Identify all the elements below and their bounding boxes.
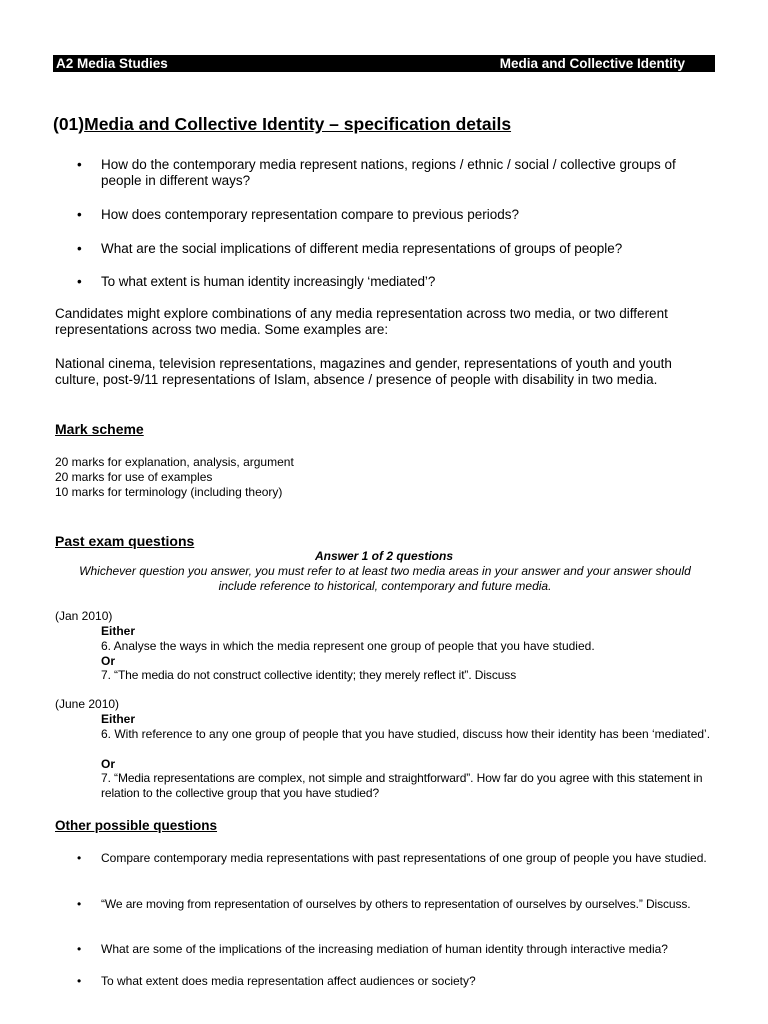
past-exam-heading: Past exam questions xyxy=(55,533,195,549)
bullet-icon: • xyxy=(77,851,82,865)
title-main: Media and Collective Identity – specification details xyxy=(84,114,512,134)
bullet-icon: • xyxy=(77,897,82,911)
other-questions-heading: Other possible questions xyxy=(55,818,218,833)
bullet-icon: • xyxy=(77,942,82,956)
mark-scheme-line: 10 marks for terminology (including theory) xyxy=(55,485,283,499)
exam-date: (Jan 2010) xyxy=(55,609,113,623)
paragraph: Candidates might explore combinations of any media representation across two media, or two different representations across two media. Some examples are: xyxy=(55,306,668,337)
exam-question: 6. Analyse the ways in which the media represent one group of people that you have studied. xyxy=(101,639,595,653)
spec-bullet-text: To what extent is human identity increasingly ‘mediated’? xyxy=(101,274,436,289)
bullet-icon: • xyxy=(77,974,82,988)
other-question-text: Compare contemporary media representations with past representations of one group of people you have studied. xyxy=(101,851,707,865)
spec-bullet-text: How do the contemporary media represent nations, regions / ethnic / social / collective groups of people in different ways? xyxy=(101,157,676,188)
header-bar xyxy=(53,55,715,72)
header-course: A2 Media Studies xyxy=(56,56,168,71)
title-prefix: (01) xyxy=(53,114,85,134)
mark-scheme-heading: Mark scheme xyxy=(55,421,144,437)
other-question-text: “We are moving from representation of ourselves by others to representation of ourselves by ourselves.” Discuss. xyxy=(101,897,691,911)
either-label: Either xyxy=(101,712,136,726)
answer-instruction: Answer 1 of 2 questions xyxy=(314,549,454,563)
bullet-icon: • xyxy=(77,274,82,289)
exam-question: 7. “Media representations are complex, not simple and straightforward”. How far do you agree with this statement in relation to the collective group that you have studied? xyxy=(101,771,703,800)
other-question-text: What are some of the implications of the increasing mediation of human identity through interactive media? xyxy=(101,942,668,956)
exam-question: 6. With reference to any one group of people that you have studied, discuss how their identity has been ‘mediated’. xyxy=(101,727,711,741)
either-label: Either xyxy=(101,624,136,638)
spec-bullet-text: How does contemporary representation compare to previous periods? xyxy=(101,207,519,222)
other-question-text: To what extent does media representation affect audiences or society? xyxy=(101,974,476,988)
bullet-icon: • xyxy=(77,157,82,172)
header-topic: Media and Collective Identity xyxy=(499,56,685,71)
bullet-icon: • xyxy=(77,207,82,222)
mark-scheme-line: 20 marks for explanation, analysis, argument xyxy=(55,455,294,469)
or-label: Or xyxy=(101,654,116,668)
spec-bullet-text: What are the social implications of different media representations of groups of people? xyxy=(101,241,623,256)
bullet-icon: • xyxy=(77,241,82,256)
exam-date: (June 2010) xyxy=(55,697,120,711)
exam-instruction: Whichever question you answer, you must refer to at least two media areas in your answer and your answer should include reference to historical, contemporary and future media. xyxy=(79,564,691,593)
paragraph: National cinema, television representations, magazines and gender, representations of youth and youth culture, post-9/11 representations of Islam, absence / presence of people with disability in two media. xyxy=(55,356,672,387)
or-label: Or xyxy=(101,757,116,771)
mark-scheme-line: 20 marks for use of examples xyxy=(55,470,213,484)
page-title xyxy=(53,114,511,135)
exam-question: 7. “The media do not construct collective identity; they merely reflect it”. Discuss xyxy=(101,668,517,682)
